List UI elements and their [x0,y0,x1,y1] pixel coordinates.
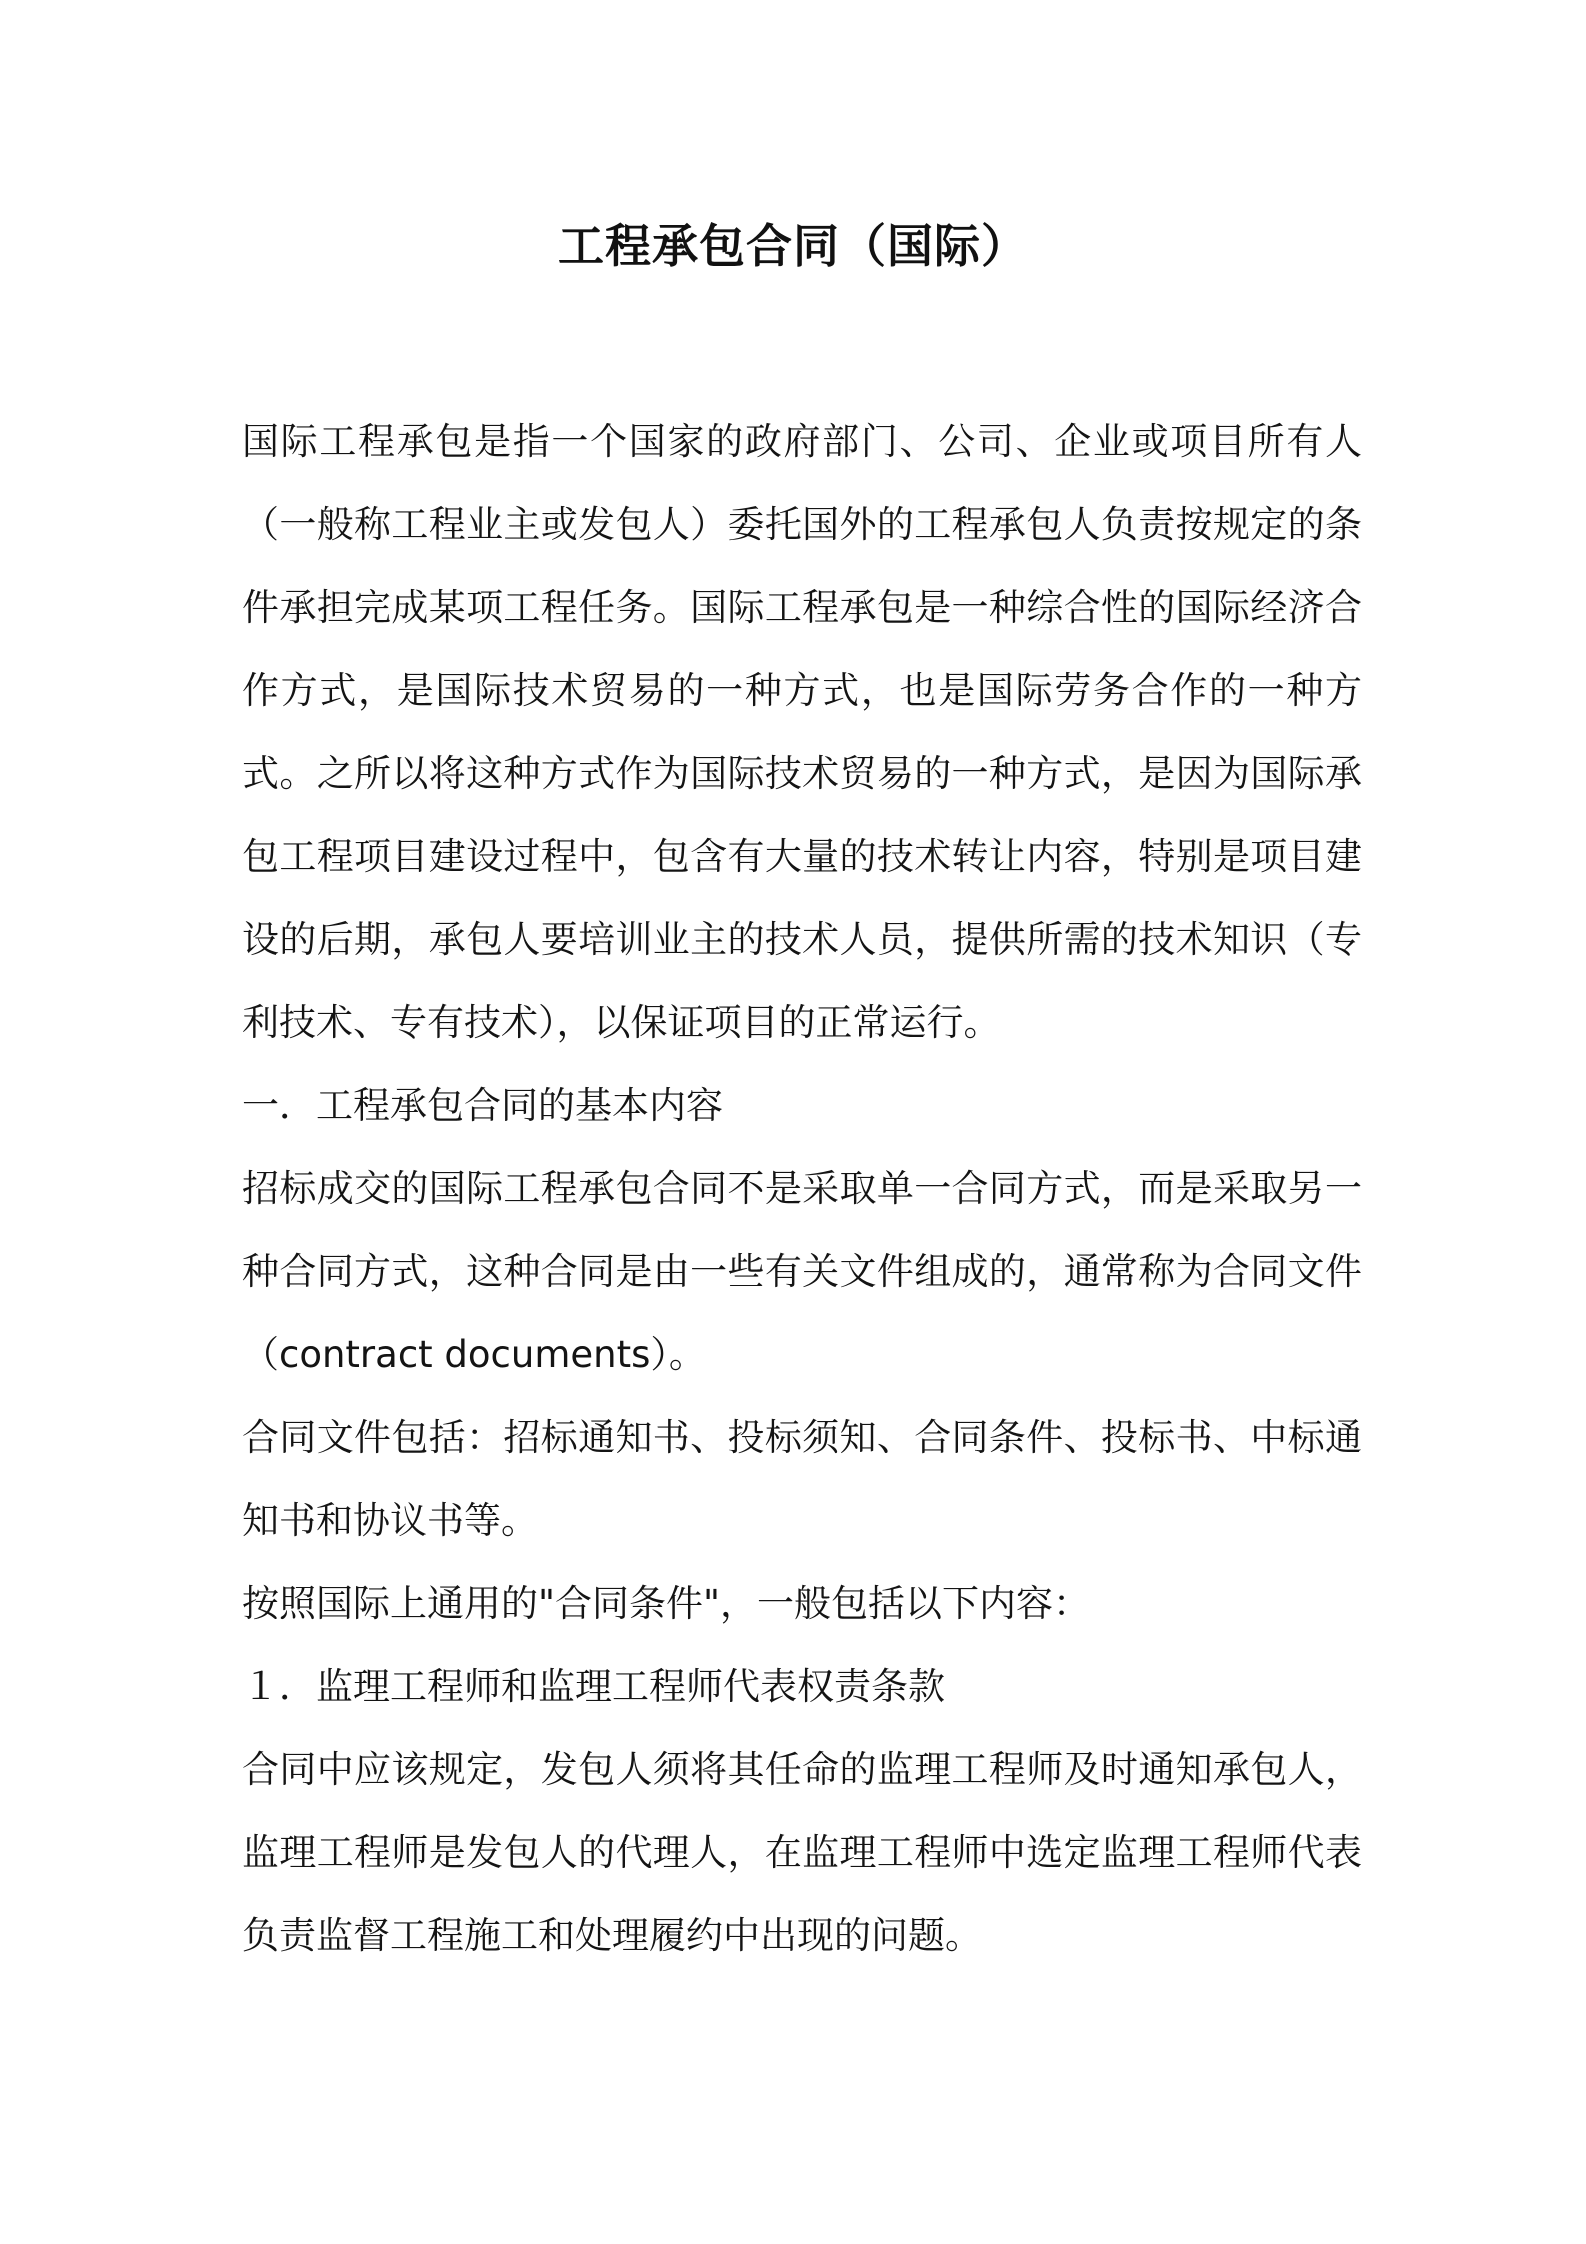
paragraph-contract-conditions: 按照国际上通用的"合同条件"，一般包括以下内容： [242,1582,1091,1625]
section-heading-basic-content: 一．工程承包合同的基本内容 [242,1084,723,1127]
document-title: 工程承包合同（国际） [558,219,1028,273]
paragraph-contract-documents: 合同文件包括：招标通知书、投标须知、合同条件、投标书、中标通知书和协议书等。 [242,1416,1362,1542]
paragraph-intro: 国际工程承包是指一个国家的政府部门、公司、企业或项目所有人（一般称工程业主或发包人）委托国外的工程承包人负责按规定的条件承担完成某项工程任务。国际工程承包是一种综合性的国际经济合作方式，是国际技术贸易的一种方式，也是国际劳务合作的一种方式。之所以将这种方式作为国际技术贸易的一种方式，是因为国际承包工程项目建设过程中，包含有大量的技术转让内容，特别是项目建设的后期，承包人要培训业主的技术人员，提供所需的技术知识（专利技术、专有技术），以保证项目的正常运行。 [242,420,1362,1044]
paragraph-contract-form: 招标成交的国际工程承包合同不是采取单一合同方式，而是采取另一种合同方式，这种合同是由一些有关文件组成的，通常称为合同文件（contract documents）。 [242,1167,1362,1376]
paragraph-engineer-duties: 合同中应该规定，发包人须将其任命的监理工程师及时通知承包人，监理工程师是发包人的代理人，在监理工程师中选定监理工程师代表负责监督工程施工和处理履约中出现的问题。 [242,1748,1362,1957]
document-body [242,400,1362,1977]
subsection-heading-engineer: １．监理工程师和监理工程师代表权责条款 [242,1665,945,1708]
